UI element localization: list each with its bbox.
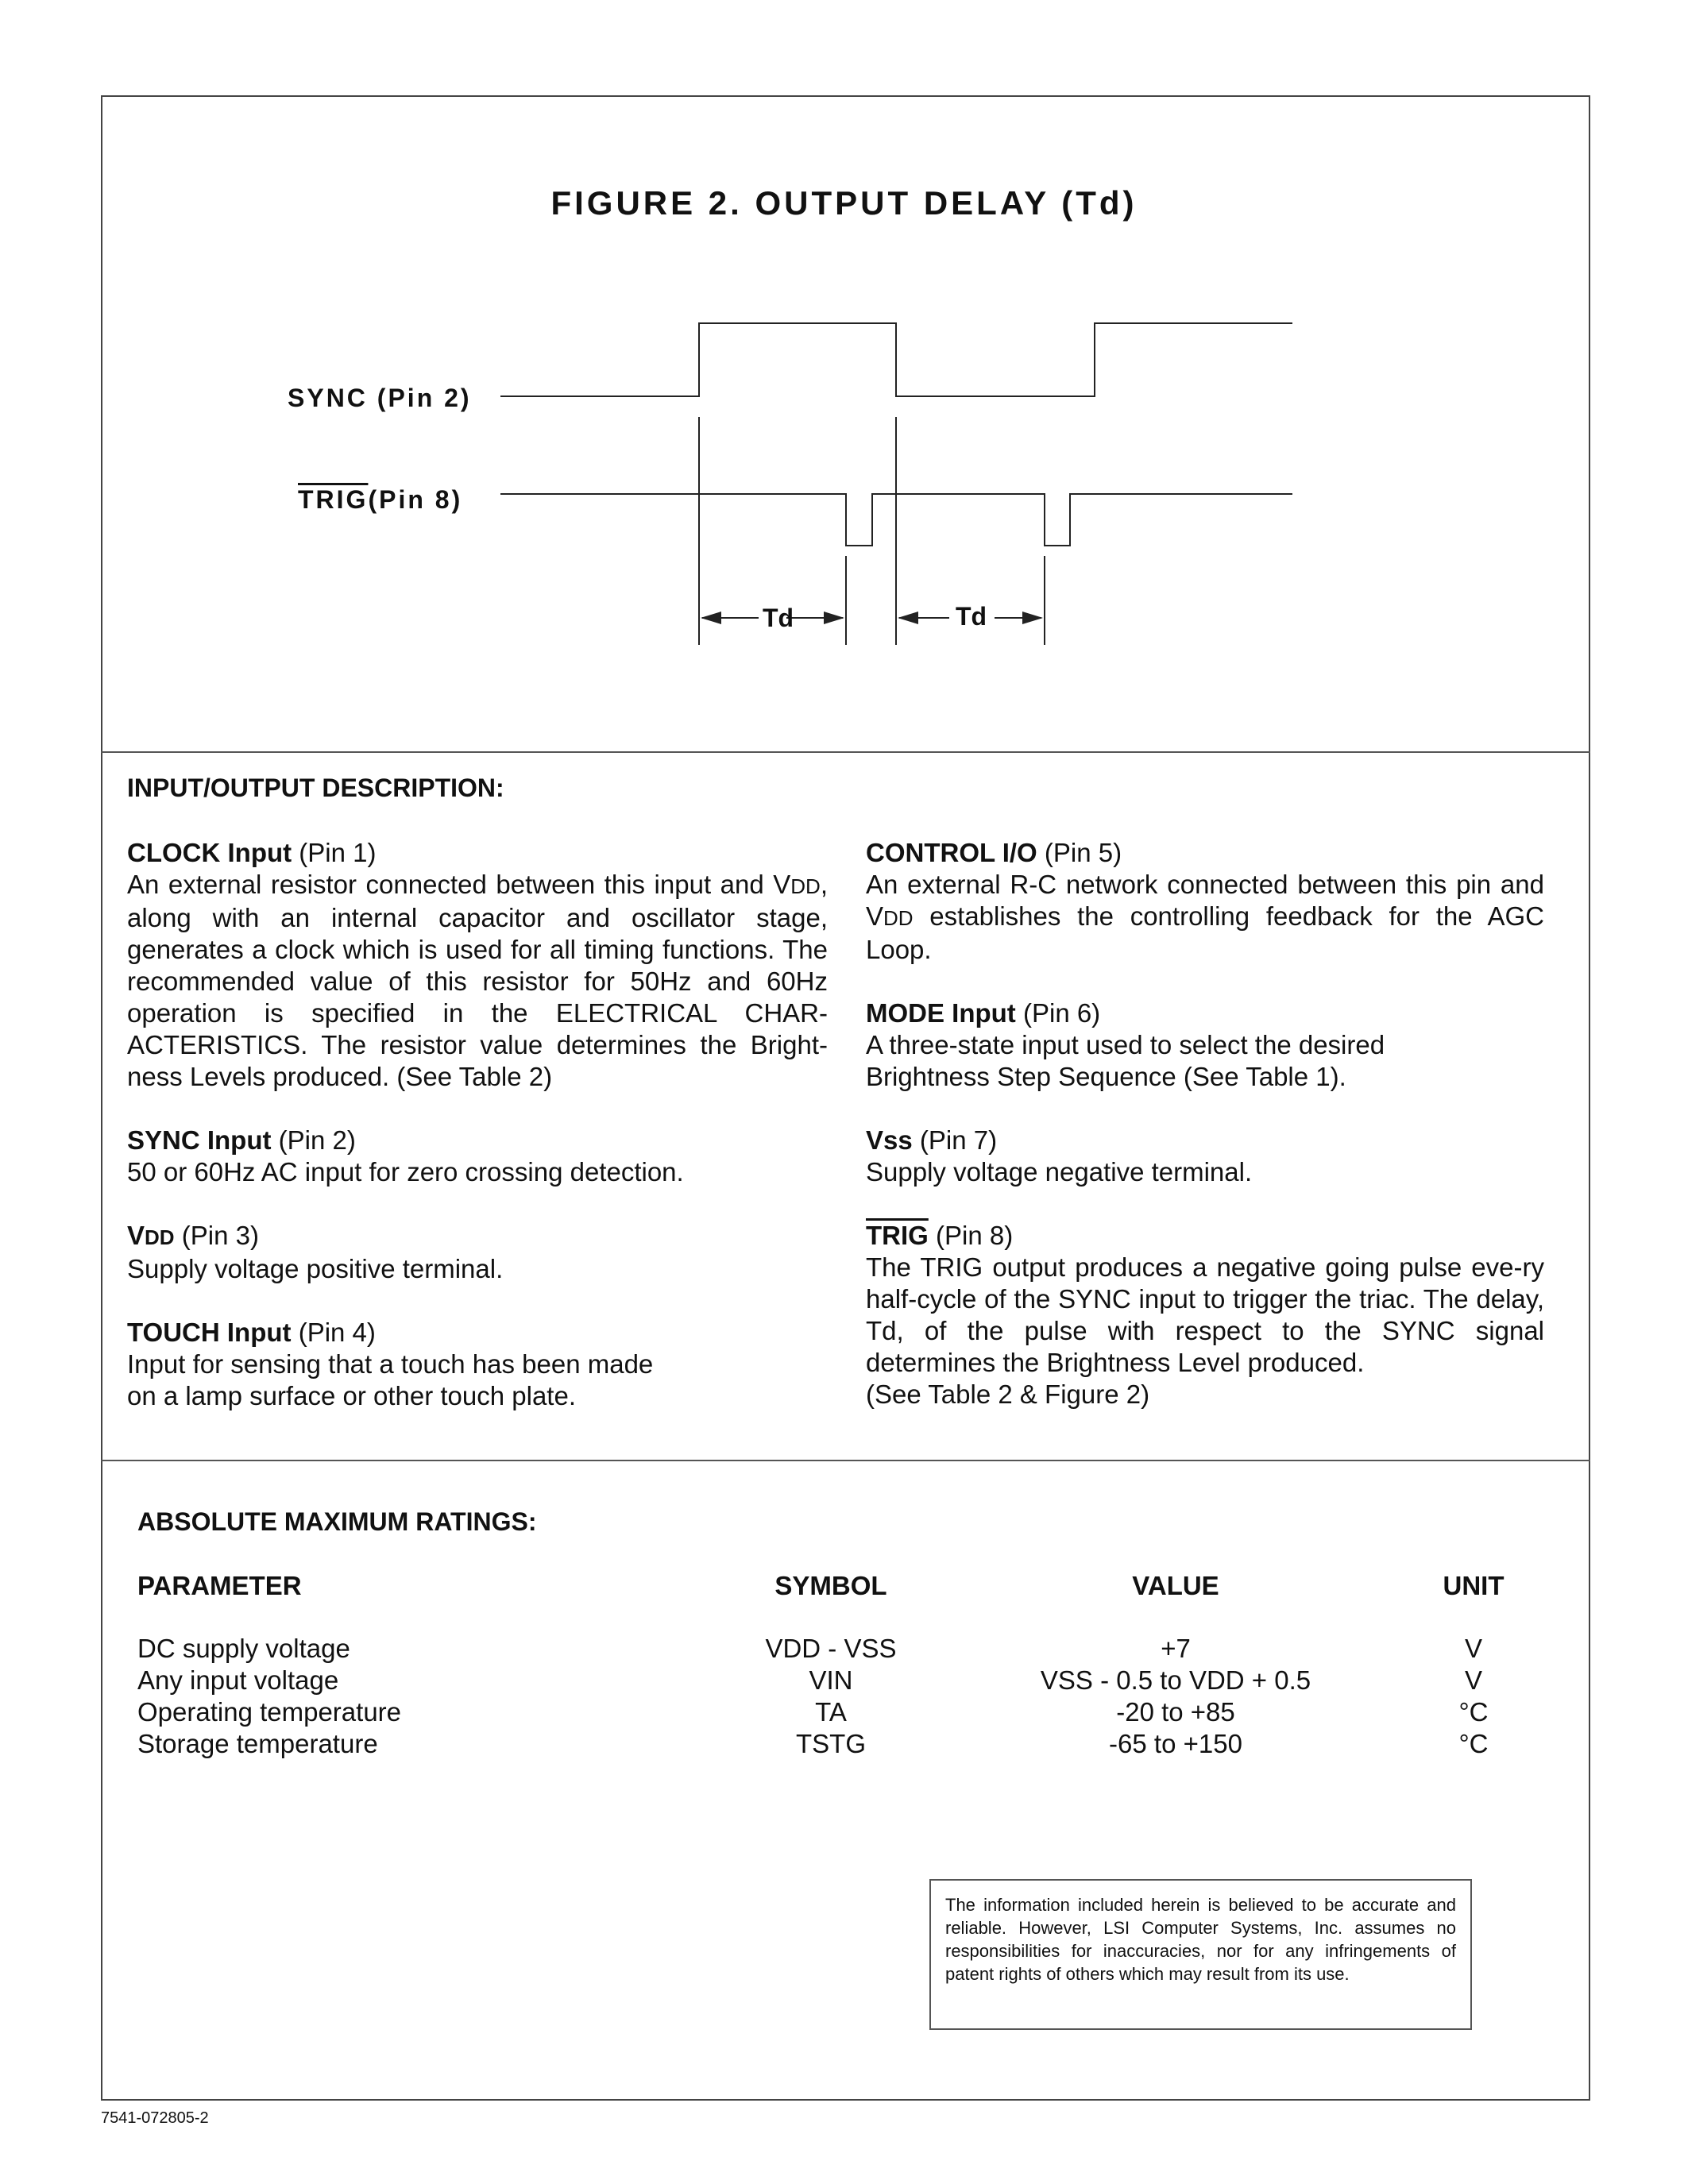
clock-input-title: CLOCK Input (127, 838, 292, 867)
vdd-text: Supply voltage positive terminal. (127, 1254, 504, 1283)
row-unit: V (1464, 1665, 1482, 1695)
figure-title: FIGURE 2. OUTPUT DELAY (Td) (550, 184, 1138, 222)
sync-input-text: 50 or 60Hz AC input for zero crossing detection. (127, 1157, 684, 1187)
divider-ratings (101, 1460, 1590, 1461)
vss-title: Vss (866, 1125, 913, 1155)
td-label-1: Td (763, 604, 794, 632)
control-io-text-a: An external R-C network connected between this pin and V (866, 870, 1544, 931)
ratings-heading: ABSOLUTE MAXIMUM RATINGS: (137, 1507, 537, 1536)
mode-input-pin: (Pin 6) (1015, 998, 1101, 1028)
trig-signal-pin: (Pin 8) (368, 485, 463, 514)
sync-input-title: SYNC Input (127, 1125, 272, 1155)
io-heading: INPUT/OUTPUT DESCRIPTION: (127, 774, 504, 802)
ratings-header-value: VALUE (1132, 1571, 1219, 1600)
trig-signal-name: TRIG (298, 485, 369, 514)
vss-text: Supply voltage negative terminal. (866, 1157, 1253, 1187)
control-io-pin: (Pin 5) (1037, 838, 1122, 867)
touch-input-section (127, 1317, 828, 1412)
td-label-2: Td (956, 602, 987, 631)
row-unit: °C (1458, 1729, 1489, 1758)
trig-section (866, 1220, 1544, 1410)
row-parameter: Operating temperature (137, 1697, 402, 1727)
trig-title: TRIG (866, 1221, 929, 1250)
row-symbol: TA (815, 1697, 847, 1727)
td-arrow-1-right (824, 612, 844, 624)
mode-input-text-2: Brightness Step Sequence (See Table 1). (866, 1062, 1346, 1091)
trig-text: The TRIG output produces a negative going pulse eve-ry half-cycle of the SYNC input to trigger the triac. The delay, Td, of the pulse with respect to the SYNC signal determines the Brightness Level produced. (866, 1252, 1544, 1377)
sync-input-pin: (Pin 2) (271, 1125, 356, 1155)
clock-input-text-a: An external resistor connected between this input and V (127, 870, 791, 899)
trig-ref: (See Table 2 & Figure 2) (866, 1379, 1150, 1409)
row-symbol: TSTG (796, 1729, 866, 1758)
io-left-column (127, 837, 828, 1444)
td-arrow-2-left (898, 612, 918, 624)
timing-diagram (0, 0, 1688, 762)
mode-input-title: MODE Input (866, 998, 1016, 1028)
clock-input-text-b: , along with an internal capacitor and oscillator stage, generates a clock which is used for all timing functions. The recommended value of this resistor for 50Hz and 60Hz operation is specified in the ELECTRICAL CHAR-ACTERISTICS. The resistor value determines the Bright-ness Levels produced. (See Table 2) (127, 870, 828, 1091)
io-right-column (866, 837, 1544, 1442)
touch-input-text-1: Input for sensing that a touch has been made (127, 1349, 654, 1379)
row-value: +7 (1161, 1634, 1191, 1663)
row-value: -65 to +150 (1109, 1729, 1242, 1758)
control-io-text-b: establishes the controlling feedback for the AGC Loop. (866, 901, 1544, 964)
clock-input-pin: (Pin 1) (292, 838, 377, 867)
control-io-section (866, 837, 1544, 966)
clock-input-section (127, 837, 828, 1093)
control-io-text-sub: DD (883, 906, 914, 930)
td-arrow-2-right (1022, 612, 1043, 624)
vdd-pin: (Pin 3) (174, 1221, 259, 1250)
sync-waveform (500, 323, 1292, 396)
mode-input-section (866, 997, 1544, 1093)
disclaimer-box: The information included herein is believed to be accurate and reliable. However, LSI Computer Systems, Inc. assumes no responsibilities for inaccuracies, nor for any infringements of patent rights of others which may result from its use. (929, 1879, 1472, 2030)
ratings-header-symbol: SYMBOL (774, 1571, 887, 1600)
row-value: -20 to +85 (1116, 1697, 1235, 1727)
vdd-title: VDD (127, 1221, 175, 1250)
touch-input-pin: (Pin 4) (291, 1318, 376, 1347)
row-parameter: Storage temperature (137, 1729, 378, 1758)
row-symbol: VDD - VSS (765, 1634, 897, 1663)
row-parameter: Any input voltage (137, 1665, 339, 1695)
trig-pin: (Pin 8) (928, 1221, 1014, 1250)
mode-input-text-1: A three-state input used to select the desired (866, 1030, 1385, 1059)
row-unit: °C (1458, 1697, 1489, 1727)
ratings-header-parameter: PARAMETER (137, 1571, 302, 1600)
sync-input-section (127, 1125, 828, 1188)
row-unit: V (1464, 1634, 1482, 1663)
ratings-header-unit: UNIT (1443, 1571, 1505, 1600)
control-io-title: CONTROL I/O (866, 838, 1037, 867)
row-value: VSS - 0.5 to VDD + 0.5 (1040, 1665, 1311, 1695)
touch-input-title: TOUCH Input (127, 1318, 292, 1347)
sync-signal-label: SYNC (Pin 2) (288, 384, 472, 412)
row-parameter: DC supply voltage (137, 1634, 350, 1663)
touch-input-text-2: on a lamp surface or other touch plate. (127, 1381, 576, 1410)
clock-input-text-sub: DD (790, 874, 821, 898)
vss-section (866, 1125, 1544, 1188)
row-symbol: VIN (809, 1665, 853, 1695)
document-number: 7541-072805-2 (101, 2109, 209, 2127)
td-arrow-1-left (701, 612, 721, 624)
vdd-section (127, 1220, 828, 1285)
vss-pin: (Pin 7) (912, 1125, 998, 1155)
